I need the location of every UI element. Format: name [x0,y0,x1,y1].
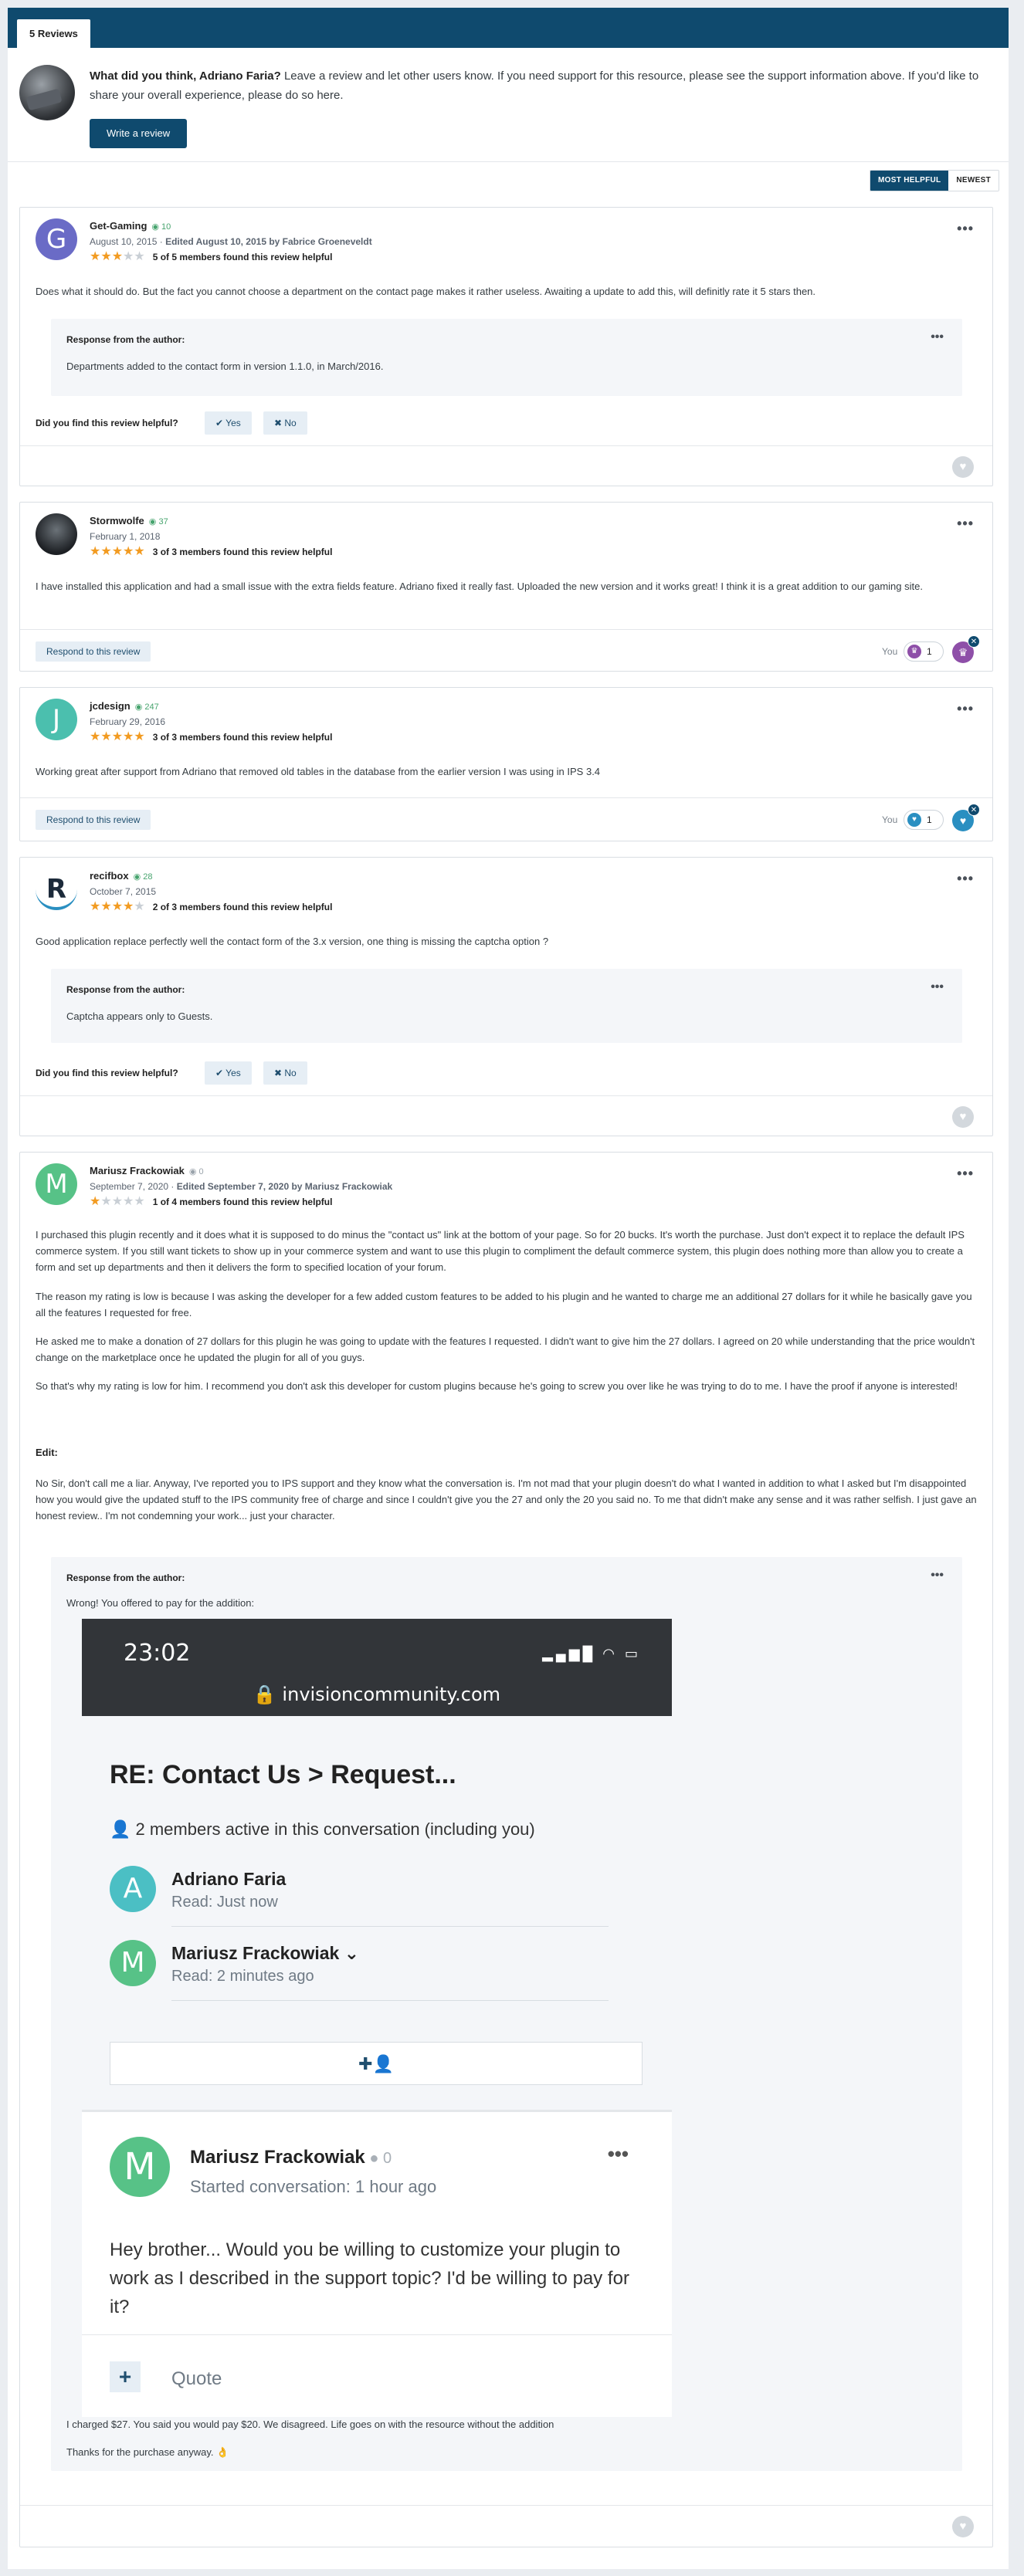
more-options-icon[interactable]: ••• [957,871,974,886]
rating-stars-empty: ★★★★ [100,1195,145,1209]
helpful-no-button[interactable]: ✖ No [263,1061,307,1085]
signal-wifi-battery-icon: ▂▄▆█ ◠ ▭ [542,1646,641,1661]
avatar[interactable] [36,513,77,555]
helpful-count: 1 of 4 members found this review helpful [152,1197,333,1208]
reputation-badge: ◉ 247 [134,702,159,712]
response-text: I charged $27. You said you would pay $20. We disagreed. Life goes on with the resource without the addition [66,2419,554,2430]
reaction-icon[interactable]: ♛ [952,641,974,663]
divider [171,2000,609,2001]
participant-read: Read: 2 minutes ago [171,1968,314,1985]
remove-reaction-icon[interactable]: ✕ [968,804,980,816]
phone-status-bar [82,1619,672,1716]
helpful-count: 3 of 3 members found this review helpful [152,732,333,743]
heart-icon[interactable]: ♥ [952,1106,974,1128]
review-card [19,857,993,1136]
participant-name: Adriano Faria [171,1869,287,1889]
rating-stars: ★★★ [90,250,124,264]
author-response [51,969,962,1043]
prompt-question: What did you think, Adriano Faria? [90,69,281,83]
review-card [19,502,993,672]
review-paragraph: So that's why my rating is low for him. I recommend you don't ask this developer for custom plugins because he's going to screw you over like he was trying to do to me. I have the proof if anyone is interested! [36,1380,958,1392]
add-participant-button: ✚👤 [110,2042,643,2085]
reaction-icon: ♛ [907,645,921,658]
sort-toggle [870,170,999,191]
participant [110,1940,609,2017]
heart-icon[interactable]: ♥ [952,456,974,478]
review-paragraph: I purchased this plugin recently and it does what it is supposed to do minus the "contact us" link at the bottom of your page. So for 20 bucks. It's worth the purchase. Just don't expect it to replace the default IPS commerce system. If you still want tickets to show up in your commerce system and want to use this plugin to compliment the default commerce system, this plugin does nothing more than allow you to create a form and set up departments and then it delivers the form to specified location of your forum. [36,1229,965,1273]
response-text: Departments added to the contact form in version 1.1.0, in March/2016. [66,361,384,372]
review-paragraph: No Sir, don't call me a liar. Anyway, I've reported you to IPS support and they know what the conversation is. I'm not mad that your plugin doesn't do what I wanted in addition to what I asked but I'm disappointed how you would give the updated stuff to the IPS community free of charge and since I couldn't give you the 27 and only the 20 you said no. To me that didn't make any sense and it was rather selfish. I just gave an honest review.. I'm not condemning your work... just your character. [36,1478,977,1522]
prompt-body: Leave a review and let other users know. If you need support for this resource, please see the support information above. If you'd like to share your overall experience, please do so here. [90,69,979,102]
more-options-icon[interactable]: ••• [957,516,974,531]
divider [171,1926,609,1927]
participant-read: Read: Just now [171,1894,278,1911]
review-text: I have installed this application and had a small issue with the extra fields feature. Adriano fixed it really fast. Uploaded the new version and it works great! I think it is a great addition to our gaming site. [36,581,923,592]
reputation-badge: ◉ 28 [133,872,153,882]
tab-reviews[interactable]: 5 Reviews [17,19,90,49]
sort-most-helpful[interactable]: MOST HELPFUL [870,171,948,191]
review-date: September 7, 2020 · [90,1181,177,1193]
participant [110,1866,609,1943]
more-options-icon[interactable]: ••• [957,1166,974,1181]
message-started: Started conversation: 1 hour ago [190,2177,437,2196]
helpful-count: 3 of 3 members found this review helpful [152,547,333,558]
review-paragraph: He asked me to make a donation of 27 dollars for this plugin he was going to update with the features I requested. I didn't want to give him the 27 dollars. I agreed on 20 while understanding that the price wouldn't change on the marketplace once he updated the plugin for all of you guys. [36,1335,975,1363]
edit-label: Edit: [36,1447,58,1458]
review-text: Working great after support from Adriano that removed old tables in the database from the earlier version I was using in IPS 3.4 [36,766,601,777]
review-prompt [8,48,1009,162]
phone-time: 23:02 [124,1640,191,1667]
helpful-count: 5 of 5 members found this review helpful [152,252,333,263]
reputation-badge: ◉ 0 [188,1167,204,1176]
review-card [19,1152,993,2547]
response-text: Wrong! You offered to pay for the addition: [66,1597,255,1609]
avatar[interactable]: M [36,1163,77,1205]
helpful-question: Did you find this review helpful? [36,1068,178,1078]
reaction-count[interactable]: ♛ 1 [904,641,944,662]
reaction-you-label: You [882,814,898,825]
phone-url: 🔒 invisioncommunity.com [253,1684,501,1705]
message-author: Mariusz Frackowiak [190,2147,365,2168]
quote-bar [82,2334,672,2412]
review-author[interactable]: Stormwolfe [90,515,144,526]
review-card [19,687,993,841]
reaction-count[interactable]: ♥ 1 [904,810,944,830]
edited-note: Edited September 7, 2020 by Mariusz Frackowiak [176,1181,393,1193]
prompt-text [90,66,993,105]
conversation-members: 👤 2 members active in this conversation (including you) [110,1819,535,1839]
review-text: Does what it should do. But the fact you cannot choose a department on the contact page makes it rather useless. Awaiting a update to add this, will definitly rate it 5 stars then. [36,286,816,297]
more-options-icon[interactable]: ••• [957,701,974,716]
message-card [82,2110,672,2417]
helpful-no-button[interactable]: ✖ No [263,411,307,435]
review-author[interactable]: jcdesign [90,700,131,712]
heart-icon[interactable]: ♥ [952,2516,974,2537]
response-text: Captcha appears only to Guests. [66,1010,213,1022]
respond-button[interactable]: Respond to this review [36,810,151,830]
tab-bar [8,8,1009,48]
review-date: February 29, 2016 [90,716,166,728]
reaction-icon[interactable]: ♥ [952,810,974,831]
avatar: M [110,2137,170,2197]
write-review-button[interactable]: Write a review [90,119,187,148]
avatar[interactable]: R [36,868,77,910]
rating-stars: ★★★★ [90,900,134,914]
reviews-panel [8,8,1009,2569]
author-response [51,1557,962,2471]
rating-stars-empty: ★ [134,900,145,914]
helpful-question: Did you find this review helpful? [36,418,178,428]
respond-button[interactable]: Respond to this review [36,641,151,662]
helpful-count: 2 of 3 members found this review helpful [152,902,333,913]
avatar[interactable]: G [36,218,77,260]
more-options-icon[interactable]: ••• [931,980,944,994]
review-author[interactable]: Mariusz Frackowiak [90,1165,185,1176]
remove-reaction-icon[interactable]: ✕ [968,635,980,648]
avatar: M [110,1940,156,1986]
more-options-icon[interactable]: ••• [931,1569,944,1582]
rating-stars: ★ [90,1195,101,1209]
quote-label: Quote [171,2368,222,2389]
more-options-icon: ••• [607,2142,629,2165]
rating-stars: ★★★★★ [90,730,145,744]
participant-name: Mariusz Frackowiak ⌄ [171,1943,359,1963]
response-title: Response from the author: [66,334,185,345]
response-text: Thanks for the purchase anyway. 👌 [66,2446,229,2458]
review-text: Good application replace perfectly well the contact form of the 3.x version, one thing is missing the captcha option ? [36,936,549,947]
reputation-badge: ● 0 [365,2150,392,2167]
helpful-yes-button[interactable]: ✔ Yes [205,1061,252,1085]
reaction-icon: ♥ [907,813,921,827]
response-title: Response from the author: [66,984,185,995]
conversation-title: RE: Contact Us > Request... [110,1760,456,1789]
message-text: Hey brother... Would you be willing to customize your plugin to work as I described in the support topic? I'd be willing to pay for it? [110,2239,629,2317]
author-response [51,319,962,396]
review-date: October 7, 2015 [90,886,157,898]
plus-icon: + [110,2361,141,2392]
sort-newest[interactable]: NEWEST [948,171,999,191]
review-author[interactable]: Get-Gaming [90,220,147,232]
helpful-yes-button[interactable]: ✔ Yes [205,411,252,435]
divider [20,1095,992,1096]
reputation-badge: ◉ 10 [151,222,171,232]
divider [20,797,992,798]
user-avatar [19,65,75,120]
more-options-icon[interactable]: ••• [931,330,944,344]
divider [20,629,992,630]
rating-stars-empty: ★★ [123,250,145,264]
divider [20,445,992,446]
rating-stars: ★★★★★ [90,545,145,559]
review-card [19,207,993,486]
avatar[interactable]: J [36,699,77,740]
edited-note: Edited August 10, 2015 by Fabrice Groeneveldt [165,236,372,248]
response-title: Response from the author: [66,1572,185,1583]
avatar: A [110,1866,156,1912]
divider [20,2505,992,2506]
embedded-screenshot[interactable] [82,1619,672,2483]
reputation-badge: ◉ 37 [148,517,168,526]
review-date: February 1, 2018 [90,531,161,543]
review-date: August 10, 2015 · [90,236,166,248]
more-options-icon[interactable]: ••• [957,221,974,236]
review-paragraph: The reason my rating is low is because I was asking the developer for a few added custom features to be added to his plugin and he wanted to charge me an additional 27 dollars for it while he basically gave you all the features I requested for free. [36,1291,972,1318]
reaction-you-label: You [882,646,898,657]
review-author[interactable]: recifbox [90,870,129,882]
